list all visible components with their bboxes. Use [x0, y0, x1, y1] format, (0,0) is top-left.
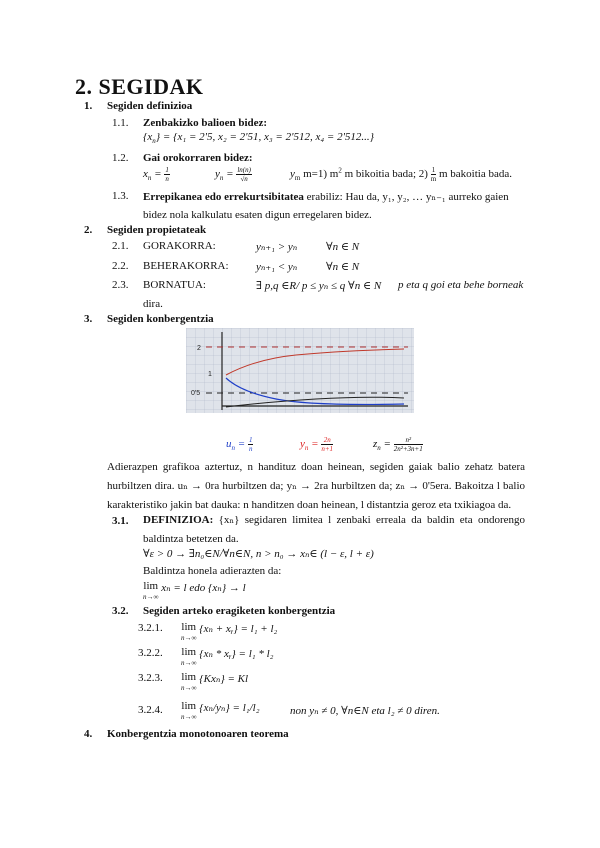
item-2-3-number: 2.3.	[112, 279, 129, 291]
item-3-2-4-number: 3.2.4.	[138, 704, 163, 716]
sequence-graph	[186, 328, 414, 413]
item-3-2-3-number: 3.2.3.	[138, 672, 163, 684]
item-1-2-formula-x: $x_n$ = $\frac{1}{n}$	[143, 166, 169, 183]
item-1-2-formula-ym: $y_m$ m=1) $m^2$ m bikoitia bada; 2) $\frac{1}{m}$ m bakoitia bada.	[290, 166, 512, 183]
item-3-1-limit: lim n→∞ xₙ = l edo {xₙ} → l	[143, 580, 246, 601]
item-1-1-heading: Zenbakizko balioen bidez:	[143, 117, 268, 129]
section-3-number: 3.	[84, 313, 93, 325]
item-1-3-text: Errepikanea edo errekurtsibitatea erabiliz: Hau da, y₁, y₂, … yₙ₋₁ aurreko gaien	[143, 191, 509, 203]
label-two: 2	[197, 345, 201, 352]
item-2-2-formula: yₙ₊₁ < yₙ	[256, 261, 298, 273]
item-2-3-label: BORNATUA:	[143, 279, 206, 291]
legend-yn: $y_n$ = $\frac{2n}{n+1}$	[300, 436, 334, 453]
graph-svg	[186, 328, 414, 413]
section-2-number: 2.	[84, 224, 93, 236]
item-1-2-number: 1.2.	[112, 152, 129, 164]
item-3-2-1-formula: lim n→∞ {xₙ + xᵧ} = l₁ + l₂	[181, 621, 278, 642]
item-2-3-tail: dira.	[143, 298, 163, 310]
item-2-1-formula: yₙ₊₁ > yₙ	[256, 241, 298, 253]
item-3-2-2-number: 3.2.2.	[138, 647, 163, 659]
item-1-1-number: 1.1.	[112, 117, 129, 129]
label-half: 0'5	[191, 390, 201, 397]
item-3-2-4-formula: lim n→∞ {xₙ/yₙ} = l₁/l₂	[181, 700, 260, 721]
section-3-paragraph: Adierazpen grafikoa aztertuz, n handituz doan heinean, segiden gaiak balio zehatz batera hurbiltzen dira. uₙ → 0ra hurbiltzen da; yₙ → 2ra hurbiltzen da; zₙ → 0'5era. Bakoitza l balio karakteristiko jakin bat dauka: n handitzen doan heinean, l distantzia geroz eta txikiagoa da.	[107, 461, 525, 511]
item-3-1-number: 3.1.	[112, 515, 129, 527]
page-title: 2. SEGIDAK	[75, 74, 204, 99]
item-3-1-text2: Baldintza honela adierazten da:	[143, 565, 282, 577]
item-3-2-heading: Segiden arteko eragiketen konbergentzia	[143, 605, 336, 617]
label-one: 1	[208, 371, 212, 378]
legend-un: $u_n$ = $\frac{1}{n}$	[226, 436, 253, 453]
section-3-heading: Segiden konbergentzia	[107, 313, 214, 325]
item-2-1-number: 2.1.	[112, 240, 129, 252]
item-3-2-2-formula: lim n→∞ {xₙ * xᵧ} = l₁ * l₂	[181, 646, 274, 667]
item-3-2-number: 3.2.	[112, 605, 129, 617]
item-1-3-text2: bidez nola kalkulatu esaten digun erregelaren bidez.	[143, 209, 372, 221]
item-3-1-condition: ∀ε > 0 → ∃n₀∈N/∀n∈N, n > n₀ → xₙ∈ (l − ε, l + ε)	[143, 548, 374, 560]
item-3-2-1-number: 3.2.1.	[138, 622, 163, 634]
section-1-number: 1.	[84, 100, 93, 112]
section-4-heading: Konbergentzia monotonoaren teorema	[107, 728, 289, 740]
item-2-3-note: p eta q goi eta behe borneak	[398, 279, 524, 291]
item-2-1-label: GORAKORRA:	[143, 240, 216, 252]
item-2-2-label: BEHERAKORRA:	[143, 260, 229, 272]
item-3-2-3-formula: lim n→∞ {Kxₙ} = Kl	[181, 671, 249, 692]
section-2-heading: Segiden propietateak	[107, 224, 207, 236]
item-1-2-heading: Gai orokorraren bidez:	[143, 152, 253, 164]
item-1-3-number: 1.3.	[112, 190, 129, 202]
item-1-2-formula-y: $y_n$ = $\frac{\ln(n)}{√n}$	[215, 166, 251, 183]
item-1-1-formula: $\{x_n\} = \{x_1 = 2'5$, x₂ = 2'51, x₃ = 2'512, x₄ = 2'512...}	[143, 131, 375, 146]
section-1-heading: Segiden definizioa	[107, 100, 193, 112]
item-2-3-formula: ∃ p,q ∈R/ p ≤ yₙ ≤ q ∀n ∈ N	[256, 280, 382, 292]
item-2-1-condition: ∀n ∈ N	[326, 241, 360, 253]
legend-zn: $z_n$ = $\frac{\text{n²}}{\text{2n²+3n+1}}$	[373, 436, 423, 453]
item-3-2-4-note: non yₙ ≠ 0, ∀n∈N eta l₂ ≠ 0 diren.	[290, 705, 440, 717]
item-3-1-text: DEFINIZIOA: {xₙ} segidaren limitea l zenbaki erreala da baldin eta ondorengo baldintza betetzen da.	[143, 514, 525, 545]
item-2-2-number: 2.2.	[112, 260, 129, 272]
section-4-number: 4.	[84, 728, 93, 740]
item-2-2-condition: ∀n ∈ N	[326, 261, 360, 273]
